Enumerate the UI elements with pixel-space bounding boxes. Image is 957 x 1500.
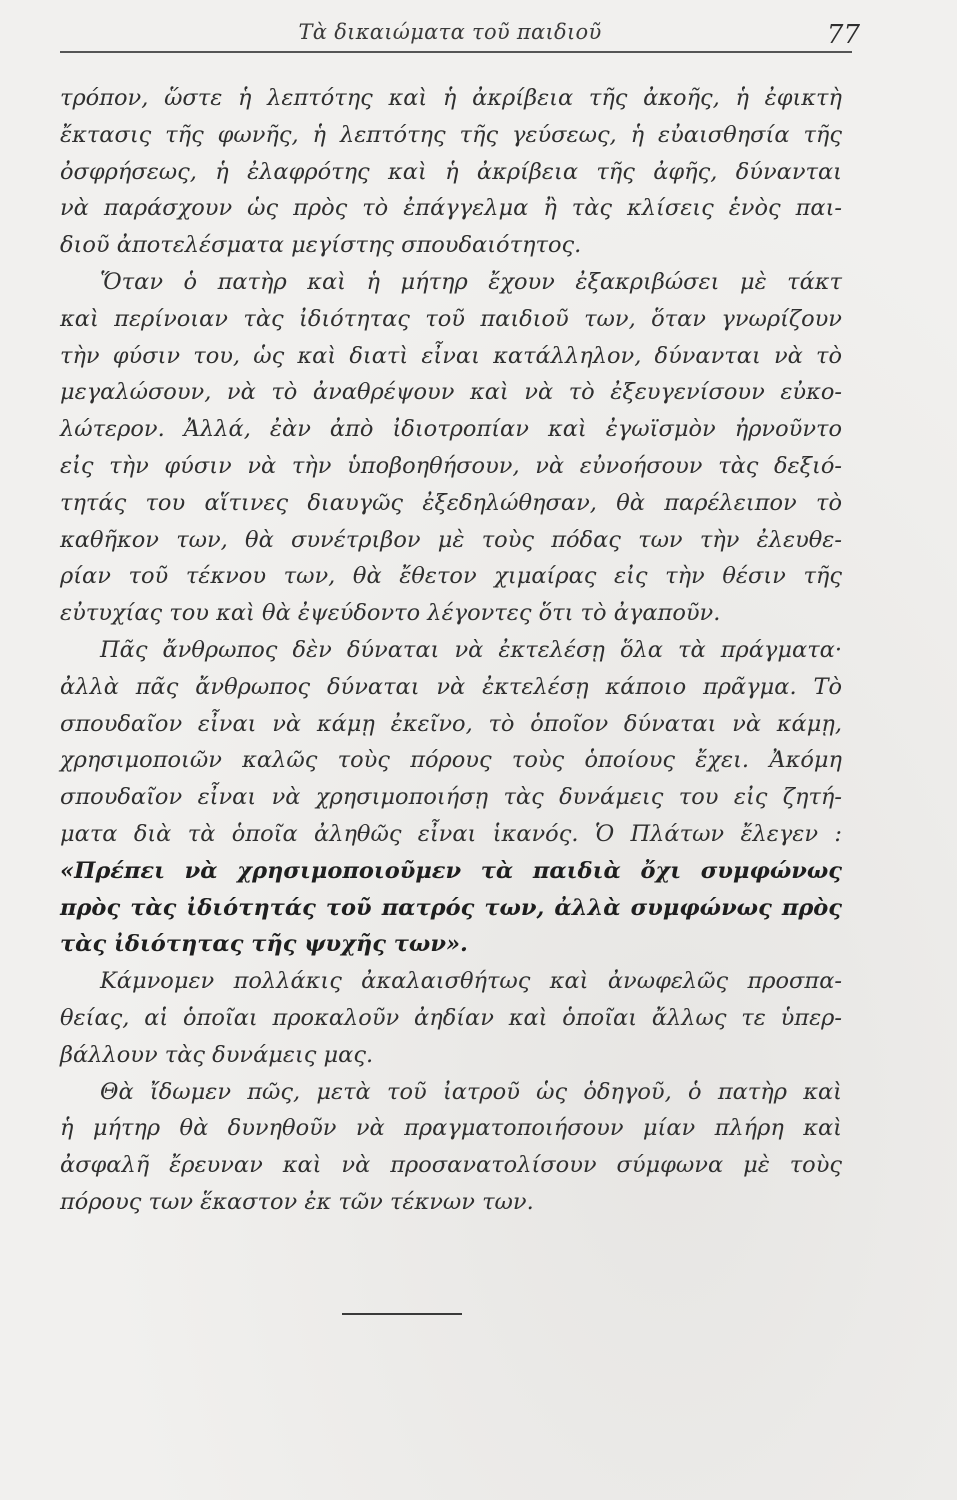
text-line: ἀλλὰ πᾶς ἄνθρωπος δύναται νὰ ἐκτελέσῃ κάποιο πρᾶγμα. Τὸ — [60, 673, 842, 700]
text-line: ἀσφαλῆ ἔρευναν καὶ νὰ προσανατολίσουν σύμφωνα μὲ τοὺς — [60, 1152, 842, 1179]
text-line: τητάς του αἵτινες διαυγῶς ἐξεδηλώθησαν, θὰ παρέλειπον τὸ — [60, 489, 842, 516]
quote-line: «Πρέπει νὰ χρησιμοποιοῦμεν τὰ παιδιὰ ὄχι συμφώνως — [60, 857, 842, 884]
text-line: καθῆκον των, θὰ συνέτριβον μὲ τοὺς πόδας των τὴν ἐλευθε- — [60, 526, 842, 553]
text-line: εὐτυχίας του καὶ θὰ ἐψεύδοντο λέγοντες ὅτι τὸ ἀγαποῦν. — [60, 600, 721, 627]
text-line: ὀσφρήσεως, ἡ ἐλαφρότης καὶ ἡ ἀκρίβεια τῆς ἀφῆς, δύνανται — [60, 158, 842, 185]
page-number: 77 — [826, 20, 860, 50]
text-line: μεγαλώσουν, νὰ τὸ ἀναθρέψουν καὶ νὰ τὸ ἐξευγενίσουν εὐκο- — [60, 379, 842, 406]
page-header — [60, 20, 860, 54]
text-line: Θὰ ἴδωμεν πῶς, μετὰ τοῦ ἰατροῦ ὡς ὁδηγοῦ, ὁ πατὴρ καὶ — [100, 1078, 842, 1105]
quote-line: τὰς ἰδιότητας τῆς ψυχῆς των». — [60, 931, 468, 958]
text-line: νὰ παράσχουν ὡς πρὸς τὸ ἐπάγγελμα ἢ τὰς κλίσεις ἑνὸς παι- — [60, 195, 842, 222]
text-line: εἰς τὴν φύσιν νὰ τὴν ὑποβοηθήσουν, νὰ εὐνοήσουν τὰς δεξιό- — [60, 452, 842, 479]
body-text — [60, 80, 842, 1221]
text-line: βάλλουν τὰς δυνάμεις μας. — [60, 1041, 374, 1068]
quote-line: πρὸς τὰς ἰδιότητάς τοῦ πατρός των, ἀλλὰ συμφώνως πρὸς — [60, 894, 842, 921]
text-line: Ὅταν ὁ πατὴρ καὶ ἡ μήτηρ ἔχουν ἐξακριβώσει μὲ τάκτ — [100, 268, 842, 295]
text-line: θείας, αἱ ὁποῖαι προκαλοῦν ἀηδίαν καὶ ὁποῖαι ἄλλως τε ὑπερ- — [60, 1004, 842, 1031]
text-line: χρησιμοποιῶν καλῶς τοὺς πόρους τοὺς ὁποίους ἔχει. Ἀκόμη — [60, 747, 842, 774]
text-line: ἔκτασις τῆς φωνῆς, ἡ λεπτότης τῆς γεύσεως, ἡ εὐαισθησία τῆς — [60, 121, 842, 148]
running-title: Τὰ δικαιώματα τοῦ παιδιοῦ — [298, 20, 602, 44]
text-line: τὴν φύσιν του, ὡς καὶ διατὶ εἶναι κατάλληλον, δύνανται νὰ τὸ — [60, 342, 842, 369]
text-line: διοῦ ἀποτελέσματα μεγίστης σπουδαιότητος. — [60, 232, 582, 259]
text-line: λώτερον. Ἀλλά, ἐὰν ἀπὸ ἰδιοτροπίαν καὶ ἐγωϊσμὸν ἠρνοῦντο — [60, 416, 842, 443]
text-line: ρίαν τοῦ τέκνου των, θὰ ἔθετον χιμαίρας εἰς τὴν θέσιν τῆς — [60, 563, 842, 590]
text-line: ἡ μήτηρ θὰ δυνηθοῦν νὰ πραγματοποιήσουν μίαν πλήρη καὶ — [60, 1115, 842, 1142]
text-line: τρόπον, ὥστε ἡ λεπτότης καὶ ἡ ἀκρίβεια τῆς ἀκοῆς, ἡ ἐφικτὴ — [60, 85, 842, 111]
text-line: Πᾶς ἄνθρωπος δὲν δύναται νὰ ἐκτελέσῃ ὅλα τὰ πράγματα· — [100, 636, 842, 663]
text-line: πόρους των ἕκαστον ἐκ τῶν τέκνων των. — [60, 1188, 534, 1215]
text-line: σπουδαῖον εἶναι νὰ χρησιμοποιήσῃ τὰς δυνάμεις του εἰς ζητή- — [60, 784, 842, 811]
text-line: καὶ περίνοιαν τὰς ἰδιότητας τοῦ παιδιοῦ των, ὅταν γνωρίζουν — [60, 305, 842, 332]
section-end-rule — [342, 1313, 462, 1315]
text-line: Κάμνομεν πολλάκις ἀκαλαισθήτως καὶ ἀνωφελῶς προσπα- — [100, 968, 842, 995]
text-line: ματα διὰ τὰ ὁποῖα ἀληθῶς εἶναι ἱκανός. Ὁ Πλάτων ἔλεγεν : — [60, 820, 842, 847]
text-line: σπουδαῖον εἶναι νὰ κάμῃ ἐκεῖνο, τὸ ὁποῖον δύναται νὰ κάμῃ, — [60, 710, 842, 737]
header-rule — [60, 51, 852, 53]
